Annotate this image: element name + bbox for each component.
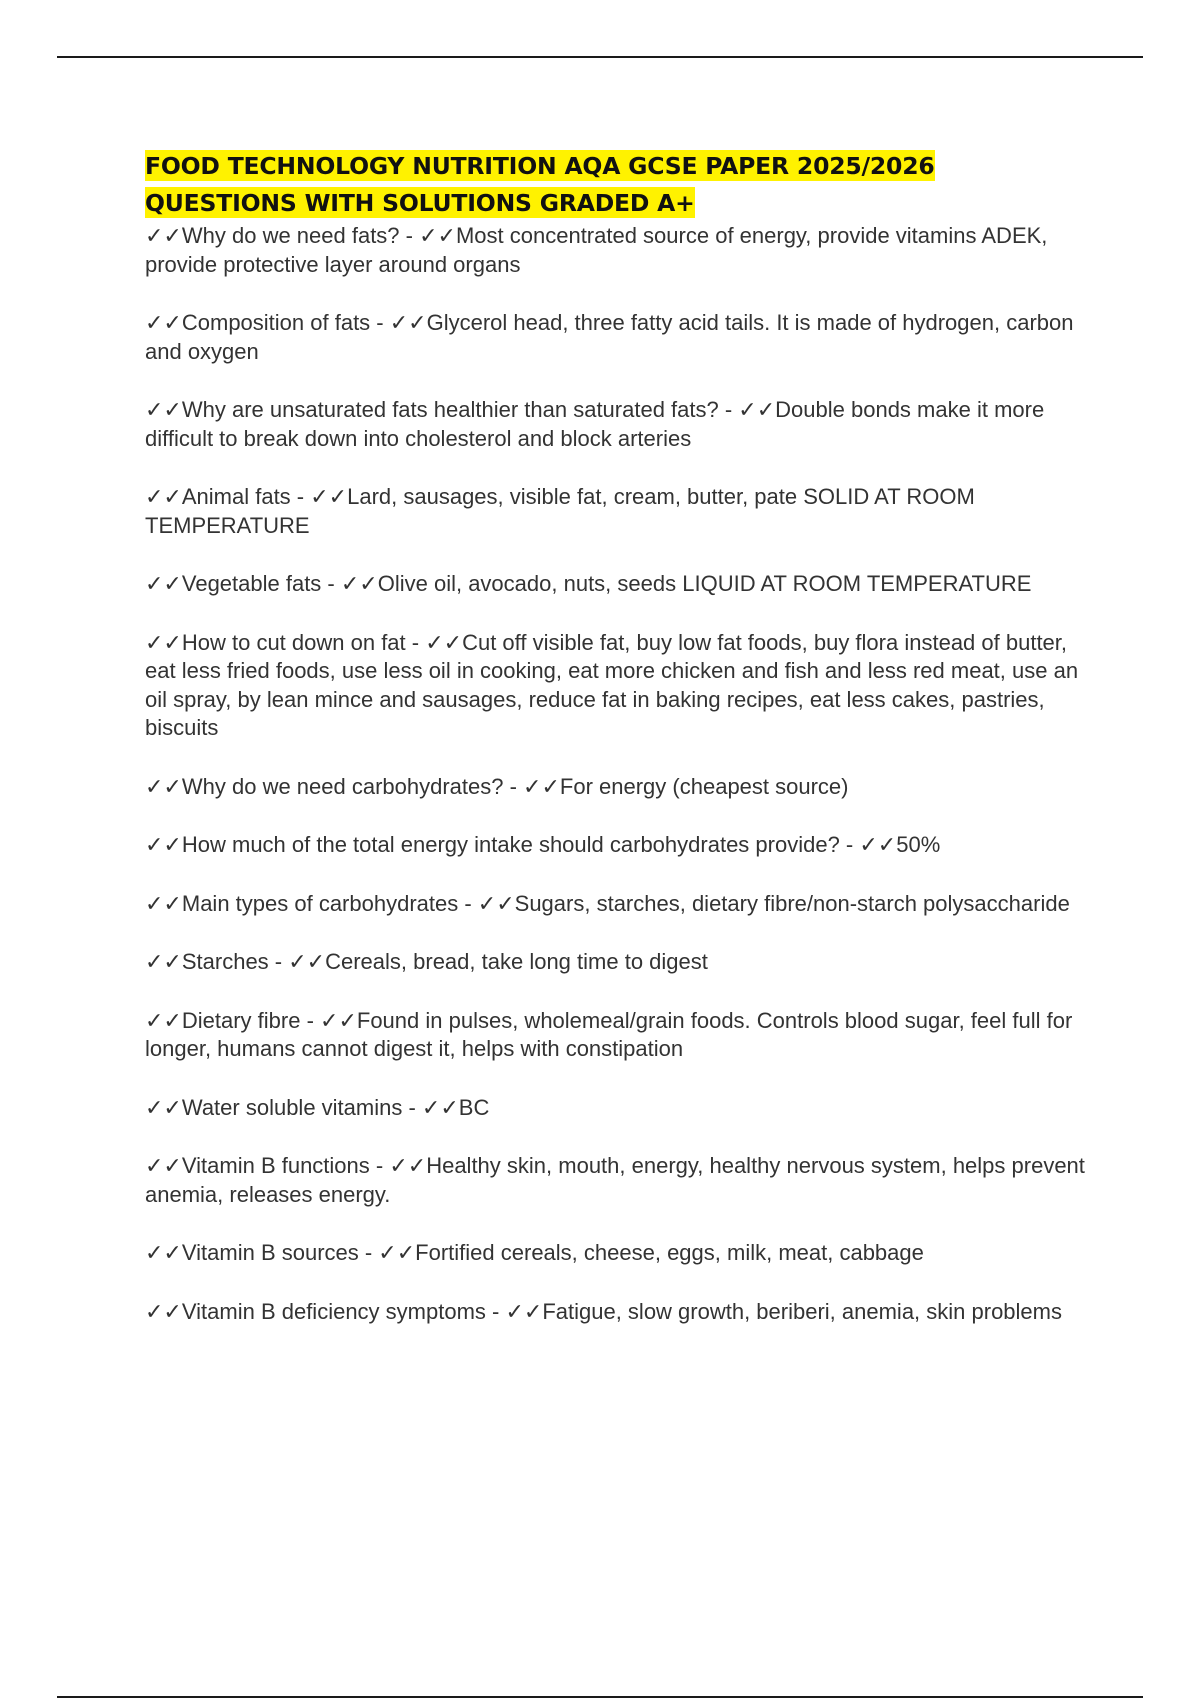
- qa-item: ✓✓Why do we need fats? - ✓✓Most concentrated source of energy, provide vitamins ADEK, provide protective layer around organs: [145, 223, 1048, 277]
- qa-item: ✓✓Main types of carbohydrates - ✓✓Sugars, starches, dietary fibre/non-starch polysaccharide: [145, 890, 1070, 916]
- qa-item: ✓✓Animal fats - ✓✓Lard, sausages, visible fat, cream, butter, pate SOLID AT ROOM TEMPERATURE: [145, 484, 975, 538]
- qa-item: ✓✓Vitamin B functions - ✓✓Healthy skin, mouth, energy, healthy nervous system, helps prevent anemia, releases energy.: [145, 1153, 1085, 1207]
- qa-item: ✓✓How to cut down on fat - ✓✓Cut off visible fat, buy low fat foods, buy flora instead of butter, eat less fried foods, use less oil in cooking, eat more chicken and fish and less red meat, use an oil spray, by lean mince and sausages, reduce fat in baking recipes, eat less cakes, pastries, biscuits: [145, 629, 1079, 740]
- title-line-2: QUESTIONS WITH SOLUTIONS GRADED A+: [145, 189, 695, 217]
- qa-item: ✓✓How much of the total energy intake should carbohydrates provide? - ✓✓50%: [145, 832, 941, 857]
- qa-item: ✓✓Vitamin B deficiency symptoms - ✓✓Fatigue, slow growth, beriberi, anemia, skin problems: [145, 1298, 1062, 1324]
- qa-item: ✓✓Dietary fibre - ✓✓Found in pulses, wholemeal/grain foods. Controls blood sugar, feel full for longer, humans cannot digest it, helps with constipation: [145, 1007, 1073, 1061]
- document-content: [145, 148, 1095, 1356]
- document-title: [145, 148, 1095, 222]
- top-divider: [57, 56, 1143, 58]
- bottom-divider: [57, 1696, 1143, 1698]
- qa-item: ✓✓Vegetable fats - ✓✓Olive oil, avocado, nuts, seeds LIQUID AT ROOM TEMPERATURE: [145, 571, 1032, 596]
- title-line-1: FOOD TECHNOLOGY NUTRITION AQA GCSE PAPER 2025/2026: [145, 152, 935, 180]
- qa-item: ✓✓Starches - ✓✓Cereals, bread, take long time to digest: [145, 949, 708, 974]
- qa-list: [145, 222, 1095, 1326]
- qa-item: ✓✓Why are unsaturated fats healthier than saturated fats? - ✓✓Double bonds make it more difficult to break down into cholesterol and block arteries: [145, 397, 1045, 451]
- qa-item: ✓✓Water soluble vitamins - ✓✓BC: [145, 1094, 490, 1120]
- qa-item: ✓✓Why do we need carbohydrates? - ✓✓For energy (cheapest source): [145, 773, 849, 799]
- qa-item: ✓✓Composition of fats - ✓✓Glycerol head, three fatty acid tails. It is made of hydrogen, carbon and oxygen: [145, 310, 1074, 364]
- qa-item: ✓✓Vitamin B sources - ✓✓Fortified cereals, cheese, eggs, milk, meat, cabbage: [145, 1240, 924, 1265]
